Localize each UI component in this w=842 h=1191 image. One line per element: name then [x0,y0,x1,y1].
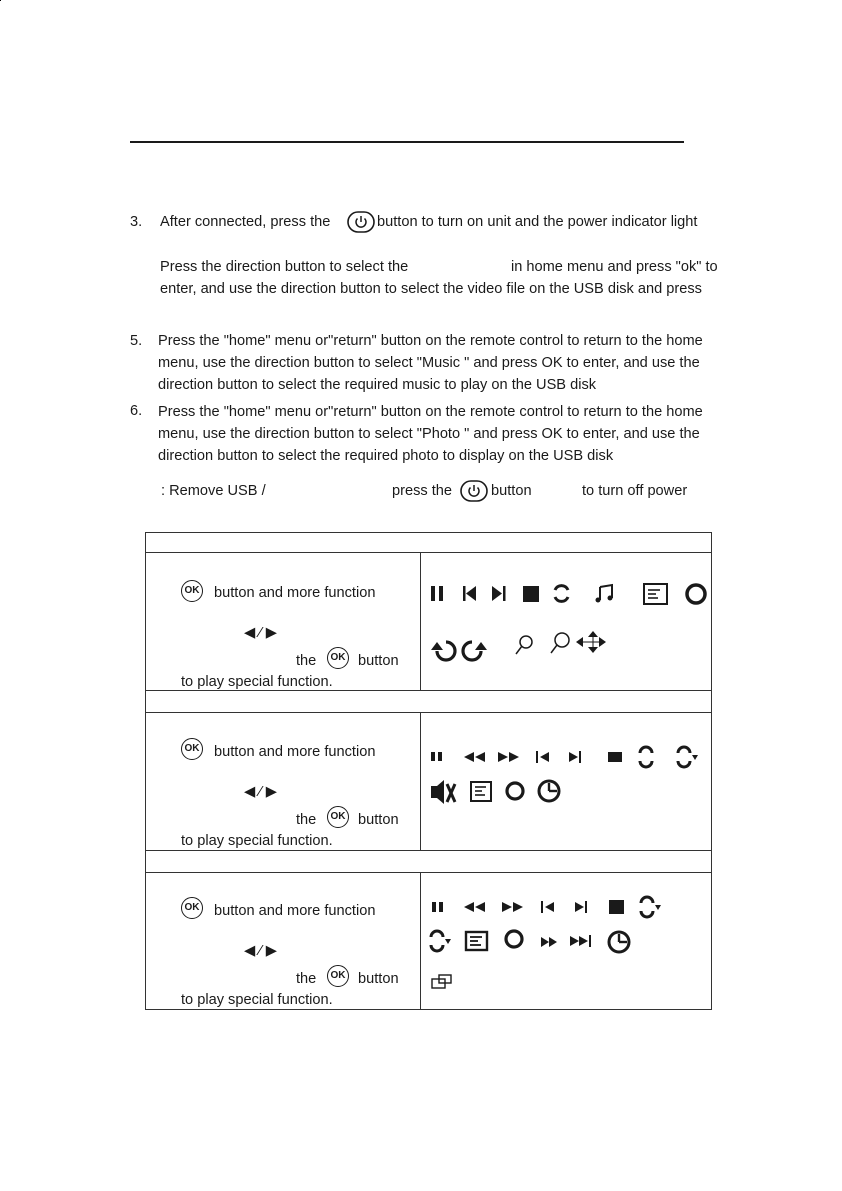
repeat-icon [641,897,661,917]
table-column-divider [420,712,421,850]
crop-mark [0,0,1,1]
row-2-button: button [358,812,399,828]
table-divider [145,552,712,553]
pan-icon [576,631,606,653]
circle-icon [507,783,523,799]
stop-icon [608,752,622,762]
music-note-icon [596,585,613,603]
step-5-line-1: Press the "home" menu or"return" button on the remote control to return to the home [158,333,703,349]
stop-icon [523,586,539,602]
ok-icon: OK [327,806,349,828]
subtitle-icon [644,584,667,604]
step-6-line-2: menu, use the direction button to select "Photo " and press OK to enter, and use the [158,426,700,442]
zoom-in-icon [516,636,532,654]
step-7-part-3: button [491,483,532,499]
music-icon-strip [428,742,712,807]
next-icon [492,586,506,601]
step-7-part-4: to turn off power [582,483,688,499]
ok-icon: OK [327,965,349,987]
row-3-line-4: to play special function. [181,992,333,1008]
step-5-line-3: direction button to select the required music to play on the USB disk [158,377,597,393]
ok-icon: OK [181,738,203,760]
ok-icon: OK [327,647,349,669]
ok-icon: OK [181,897,203,919]
rewind-icon [464,902,485,912]
next-icon [575,901,587,913]
repeat-icon [555,586,568,602]
pause-icon [431,752,442,761]
step-4-text-a: Press the direction button to select the [160,259,409,275]
step-7-part-1: : Remove USB / [161,483,266,499]
zoom-out-icon [551,633,569,653]
step-4-text-2: enter, and use the direction button to select the video file on the USB disk and press [160,281,702,297]
row-3-line-1: button and more function [214,903,376,919]
step-3-text-b: button to turn on unit and the power indicator light [377,214,698,230]
row-1-line-4: to play special function. [181,674,333,690]
prev-icon [541,901,554,913]
repeat-one-icon [678,747,698,767]
row-3-the: the [296,971,317,987]
circle-icon [687,585,705,603]
stop-icon [609,900,624,914]
row-1-arrows: ◀ ⁄ ▶ [244,625,277,641]
power-icon [460,480,488,502]
table-divider [145,850,712,851]
step-6-number: 6. [130,403,143,419]
fast-forward-icon [498,752,519,762]
table-column-divider [420,872,421,1010]
fast-forward-icon [502,902,523,912]
table-divider [145,872,712,873]
step-6-line-1: Press the "home" menu or"return" button on the remote control to return to the home [158,404,703,420]
prev-icon [463,586,476,601]
rewind-icon [464,752,485,762]
step-7-part-2: press the [392,483,453,499]
prev-icon [536,751,549,763]
row-1-line-1: button and more function [214,585,376,601]
row-2-line-4: to play special function. [181,833,333,849]
pause-icon [431,586,443,601]
display-mode-icon [432,975,451,988]
step-3-number: 3. [130,214,143,230]
table-divider [145,712,712,713]
row-1-button: button [358,653,399,669]
rotate-left-icon [431,642,455,660]
photo-icon-strip [428,895,712,995]
mute-icon [431,780,455,804]
power-icon [347,211,375,233]
step-5-number: 5. [130,333,143,349]
circle-icon [506,931,522,947]
video-icon-strip [428,580,712,670]
repeat-one-icon [431,931,451,951]
step-4-text-b: in home menu and press "ok" to [511,259,718,275]
row-3-button: button [358,971,399,987]
table-column-divider [420,552,421,690]
slow-forward-icon [541,937,557,947]
step-6-line-3: direction button to select the required photo to display on the USB disk [158,448,614,464]
subtitle-icon [466,932,487,950]
row-2-arrows: ◀ ⁄ ▶ [244,784,277,800]
next-icon [569,751,581,763]
ok-icon: OK [181,580,203,602]
row-3-arrows: ◀ ⁄ ▶ [244,943,277,959]
pause-icon [432,902,443,912]
timer-icon [609,932,629,952]
subtitle-icon [471,782,491,801]
timer-icon [539,781,559,801]
row-2-line-1: button and more function [214,744,376,760]
repeat-icon [640,747,652,767]
step-forward-icon [570,935,591,947]
row-1-the: the [296,653,317,669]
row-2-the: the [296,812,317,828]
step-3-text-a: After connected, press the [160,214,331,230]
rotate-right-icon [463,642,487,660]
header-rule [130,141,684,143]
step-5-line-2: menu, use the direction button to select "Music " and press OK to enter, and use the [158,355,700,371]
